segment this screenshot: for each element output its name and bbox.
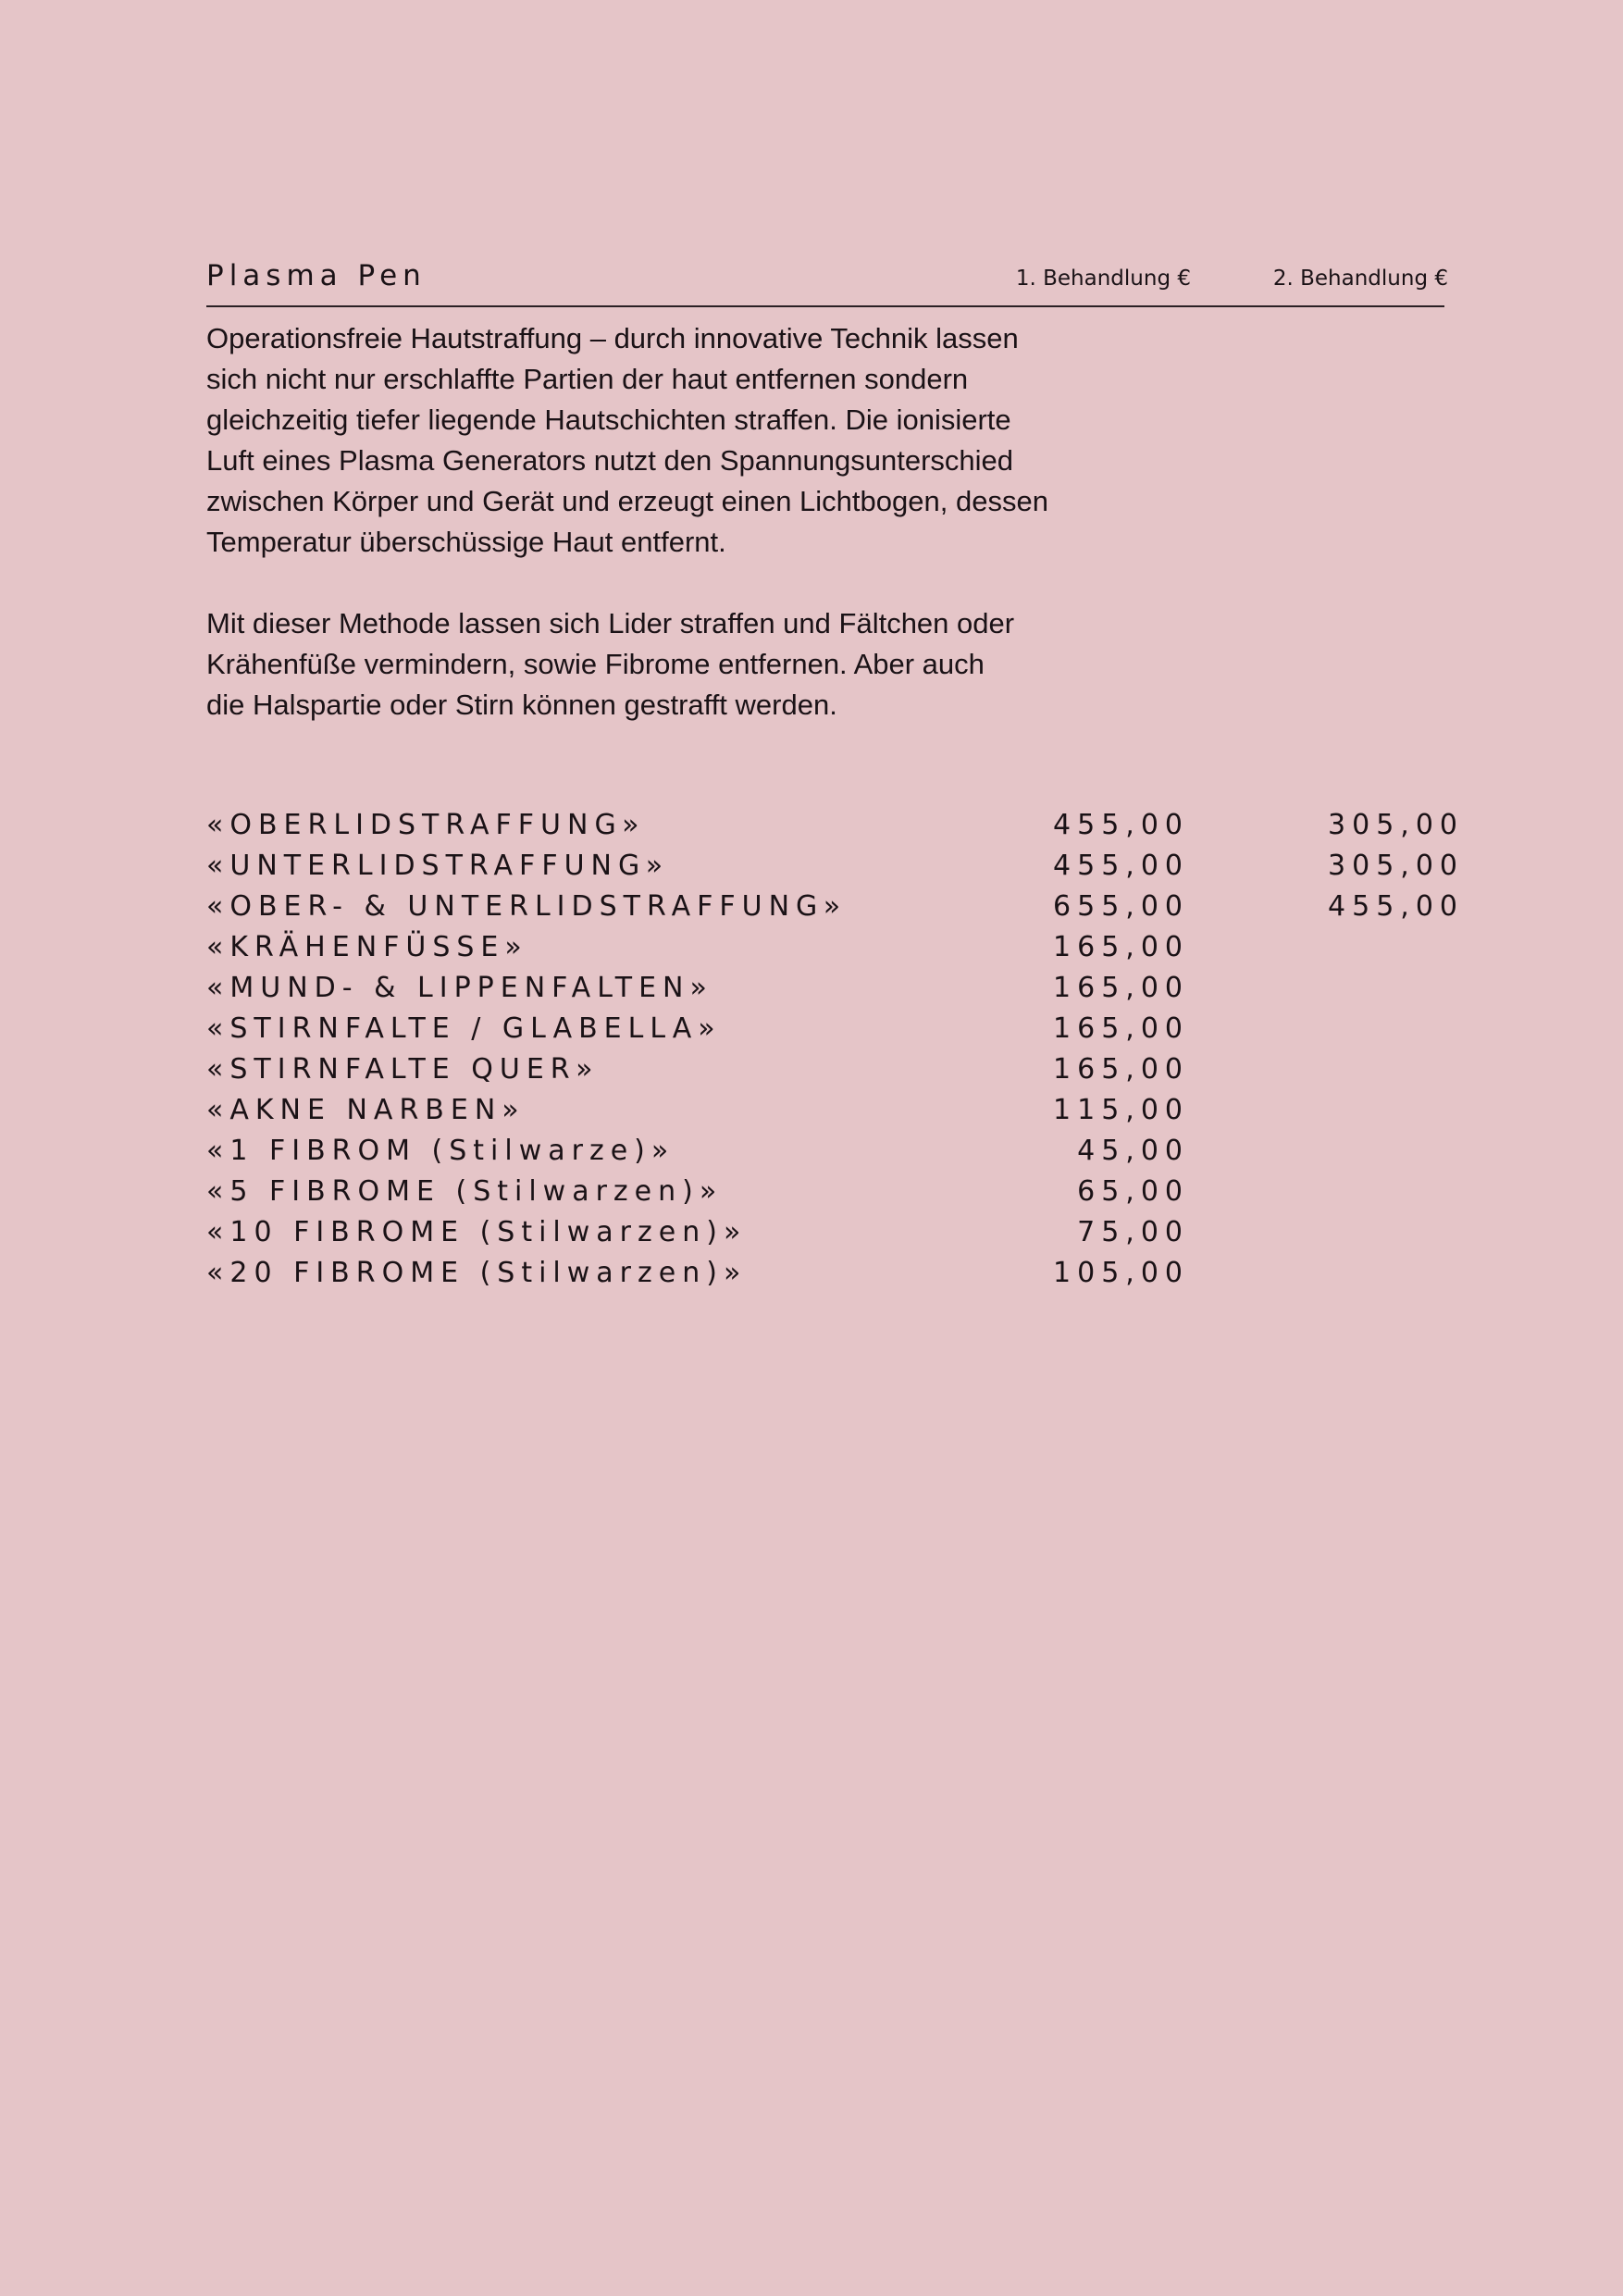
second-treatment-price: 305,00 [1328,850,1464,882]
price-row [206,1131,1457,1172]
column-header-second-treatment: 2. Behandlung € [1272,267,1448,291]
treatment-name: «1 FIBROM (Stilwarze)» [206,1135,675,1167]
price-row [206,887,1464,927]
page-title: Plasma Pen [206,259,427,292]
price-row [206,927,1457,968]
treatment-name: «STIRNFALTE QUER» [206,1053,600,1086]
treatment-name: «10 FIBROME (Stilwarzen)» [206,1216,748,1248]
first-treatment-price: 165,00 [1053,972,1189,1004]
price-row [206,1049,1457,1090]
first-treatment-price: 45,00 [1077,1135,1189,1167]
description-paragraph: Operationsfreie Hautstraffung – durch innovative Technik lassen sich nicht nur erschlaffte Partien der haut entfernen sondern gleichzeitig tiefer liegende Hautschichten straffen. Die ionisierte Luft eines Plasma Generators nutzt den Spannungsunterschied zwischen Körper und Gerät und erzeugt einen Lichtbogen, dessen Temperatur überschüssige Haut entfernt. [206,322,1048,558]
first-treatment-price: 105,00 [1053,1257,1189,1289]
second-treatment-price: 305,00 [1328,809,1464,841]
first-treatment-price: 115,00 [1053,1094,1189,1126]
treatment-name: «AKNE NARBEN» [206,1094,526,1126]
section-header [206,248,1448,307]
column-header-first-treatment: 1. Behandlung € [1015,267,1191,291]
price-row [206,846,1464,887]
price-row [206,1090,1457,1131]
price-row [206,968,1457,1009]
first-treatment-price: 455,00 [1053,850,1189,882]
first-treatment-price: 165,00 [1053,1012,1189,1045]
treatment-name: «OBERLIDSTRAFFUNG» [206,809,646,841]
first-treatment-price: 655,00 [1053,890,1189,923]
treatment-name: «UNTERLIDSTRAFFUNG» [206,850,670,882]
second-treatment-price: 455,00 [1328,890,1464,923]
first-treatment-price: 65,00 [1077,1175,1189,1208]
treatment-name: «MUND- & LIPPENFALTEN» [206,972,713,1004]
first-treatment-price: 75,00 [1077,1216,1189,1248]
description-paragraph: Mit dieser Methode lassen sich Lider straffen und Fältchen oder Krähenfüße vermindern, sowie Fibrome entfernen. Aber auch die Halspartie oder Stirn können gestrafft werden. [206,607,1015,721]
price-row [206,1253,1457,1294]
treatment-name: «5 FIBROME (Stilwarzen)» [206,1175,724,1208]
price-list [206,805,1464,1294]
price-row [206,1172,1457,1212]
price-row [206,1009,1457,1049]
treatment-name: «KRÄHENFÜSSE» [206,931,528,963]
price-row [206,805,1464,846]
first-treatment-price: 455,00 [1053,809,1189,841]
first-treatment-price: 165,00 [1053,931,1189,963]
treatment-name: «20 FIBROME (Stilwarzen)» [206,1257,748,1289]
treatment-name: «OBER- & UNTERLIDSTRAFFUNG» [206,890,848,923]
first-treatment-price: 165,00 [1053,1053,1189,1086]
treatment-name: «STIRNFALTE / GLABELLA» [206,1012,722,1045]
price-row [206,1212,1457,1253]
